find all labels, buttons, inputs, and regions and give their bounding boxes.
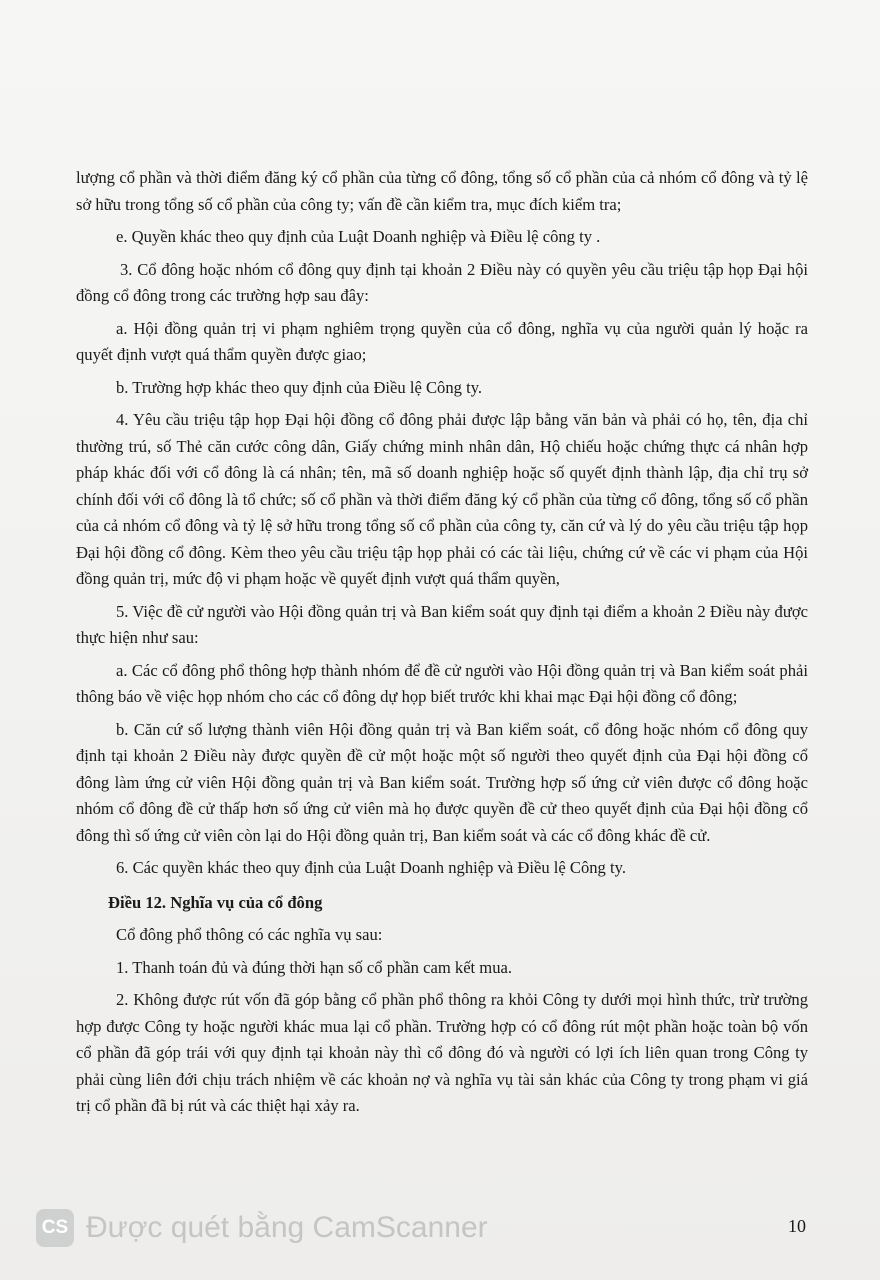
paragraph-obligation-2: 2. Không được rút vốn đã góp bằng cổ phần phổ thông ra khỏi Công ty dưới mọi hình thức, trừ trường hợp được Công ty hoặc người khác mua lại cổ phần. Trường hợp có cổ đông rút một phần hoặc toàn bộ vốn cổ phần đã góp trái với quy định tại khoản này thì cổ đông đó và người có lợi ích liên quan trong Công ty phải cùng liên đới chịu trách nhiệm về các khoản nợ và nghĩa vụ tài sản khác của Công ty trong phạm vi giá trị cổ phần đã bị rút và các thiệt hại xảy ra.	[76, 990, 808, 1115]
paragraph-clause-5a: a. Các cổ đông phổ thông hợp thành nhóm để đề cử người vào Hội đồng quản trị và Ban kiểm soát phải thông báo về việc họp nhóm cho các cổ đông dự họp biết trước khi khai mạc Đại hội đồng cổ đông;	[76, 660, 808, 706]
paragraph-clause-e: e. Quyền khác theo quy định của Luật Doanh nghiệp và Điều lệ công ty .	[116, 227, 601, 246]
page-number: 10	[788, 1216, 806, 1236]
paragraph-clause-5: 5. Việc đề cử người vào Hội đồng quản trị và Ban kiểm soát quy định tại điểm a khoản 2 Điều này được thực hiện như sau:	[76, 601, 808, 647]
paragraph-clause-5b: b. Căn cứ số lượng thành viên Hội đồng quản trị và Ban kiểm soát, cổ đông hoặc nhóm cổ đông quy định tại khoản 2 Điều này được quyền đề cử một hoặc một số người theo quyết định của Đại hội đồng cổ đông làm ứng cử viên Hội đồng quản trị và Ban kiểm soát. Trường hợp số ứng cử viên được cổ đông hoặc nhóm cổ đông đề cử thấp hơn số ứng cử viên mà họ được quyền đề cử theo quyết định của Đại hội đồng cổ đông thì số ứng cử viên còn lại do Hội đồng quản trị, Ban kiểm soát và các cổ đông khác đề cử.	[76, 719, 808, 845]
paragraph-obligation-1: 1. Thanh toán đủ và đúng thời hạn số cổ phần cam kết mua.	[116, 957, 513, 977]
paragraph-clause-4: 4. Yêu cầu triệu tập họp Đại hội đồng cổ đông phải được lập bằng văn bản và phải có họ, tên, địa chỉ thường trú, số Thẻ căn cước công dân, Giấy chứng minh nhân dân, Hộ chiếu hoặc chứng thực cá nhân hợp pháp khác đối với cổ đông là cá nhân; tên, mã số doanh nghiệp hoặc số quyết định thành lập, địa chỉ trụ sở chính đối với cổ đông là tổ chức; số cổ phần và thời điểm đăng ký cổ phần của từng cổ đông, tổng số cổ phần của cả nhóm cổ đông và tỷ lệ sở hữu trong tổng số cổ phần của công ty, căn cứ và lý do yêu cầu triệu tập họp Đại hội đồng cổ đông. Kèm theo yêu cầu triệu tập họp phải có các tài liệu, chứng cứ về các vi phạm của Hội đồng quản trị, mức độ vi phạm hoặc về quyết định vượt quá thẩm quyền,	[76, 410, 808, 588]
document-body	[76, 165, 808, 1126]
article-12-heading: Điều 12. Nghĩa vụ của cổ đông	[108, 892, 323, 912]
paragraph-clause-6: 6. Các quyền khác theo quy định của Luật Doanh nghiệp và Điều lệ Công ty.	[116, 858, 626, 877]
camscanner-watermark: Được quét bằng CamScanner	[86, 1211, 488, 1244]
page-footer	[0, 1204, 880, 1254]
paragraph-clause-3a: a. Hội đồng quản trị vi phạm nghiêm trọng quyền của cổ đông, nghĩa vụ của người quản lý hoặc ra quyết định vượt quá thẩm quyền được giao;	[76, 318, 808, 364]
paragraph-clause-3: 3. Cổ đông hoặc nhóm cổ đông quy định tại khoản 2 Điều này có quyền yêu cầu triệu tập họp Đại hội đồng cổ đông trong các trường hợp sau đây:	[76, 259, 808, 305]
paragraph-obligations-intro: Cổ đông phổ thông có các nghĩa vụ sau:	[116, 925, 383, 944]
paragraph-continuation: lượng cổ phần và thời điểm đăng ký cổ phần của từng cổ đông, tổng số cổ phần của cả nhóm cổ đông và tỷ lệ sở hữu trong tổng số cổ phần của công ty; vấn đề cần kiểm tra, mục đích kiểm tra;	[76, 168, 808, 214]
paragraph-clause-3b: b. Trường hợp khác theo quy định của Điều lệ Công ty.	[116, 377, 483, 397]
camscanner-logo-icon: CS	[36, 1209, 74, 1247]
